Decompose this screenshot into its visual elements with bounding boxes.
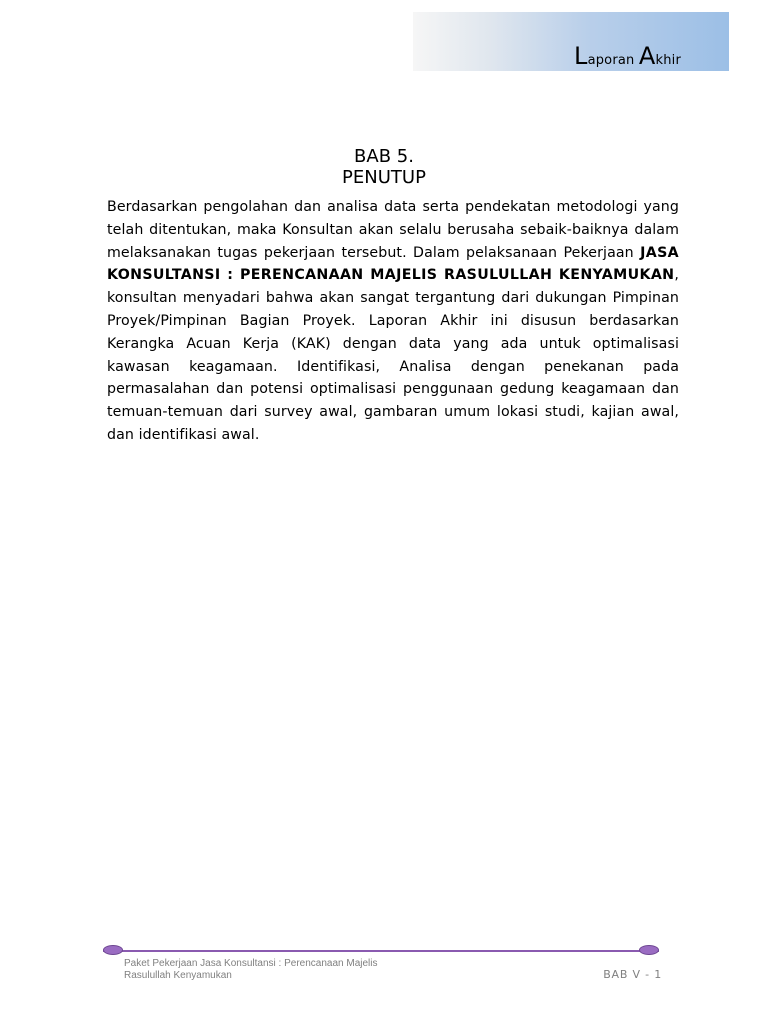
title-word-laporan: aporan xyxy=(587,53,635,68)
chapter-title: PENUTUP xyxy=(342,167,426,188)
header-banner xyxy=(413,12,729,71)
closing-paragraph xyxy=(107,196,679,447)
report-title xyxy=(574,42,681,70)
footer-project-line-2: Rasulullah Kenyamukan xyxy=(124,970,232,981)
chapter-heading xyxy=(0,146,768,188)
paragraph-text-end: , konsultan menyadari bahwa akan sangat tergantung dari dukungan Pimpinan Proyek/Pimpinan Bagian Proyek. Laporan Akhir ini disusun berdasarkan Kerangka Acuan Kerja (KAK) dengan data yang ada untuk optimalisasi kawasan keagamaan. Identifikasi, Analisa dengan penekanan pada permasalahan dan potensi optimalisasi penggunaan gedung keagamaan dan temuan-temuan dari survey awal, gambaran umum lokasi studi, kajian awal, dan identifikasi awal. xyxy=(107,267,679,443)
title-initial-l: L xyxy=(573,42,588,70)
title-initial-a: A xyxy=(638,42,656,70)
footer-project-name xyxy=(124,958,424,982)
footer-right-ornament xyxy=(639,945,659,955)
title-word-akhir: khir xyxy=(655,53,681,68)
footer-project-line-1: Paket Pekerjaan Jasa Konsultansi : Perencanaan Majelis xyxy=(124,958,378,969)
page-number: BAB V - 1 xyxy=(603,968,662,981)
paragraph-text-start: Berdasarkan pengolahan dan analisa data serta pendekatan metodologi yang telah ditentukan, maka Konsultan akan selalu berusaha sebaik-baiknya dalam melaksanakan tugas pekerjaan tersebut. Dalam pelaksanaan Pekerjaan xyxy=(107,199,679,261)
footer-divider xyxy=(103,950,659,952)
project-name-bold: JASA KONSULTANSI : PERENCANAAN MAJELIS RASULULLAH KENYAMUKAN xyxy=(107,244,679,284)
chapter-number: BAB 5. xyxy=(354,146,414,167)
footer-left-ornament xyxy=(103,945,123,955)
